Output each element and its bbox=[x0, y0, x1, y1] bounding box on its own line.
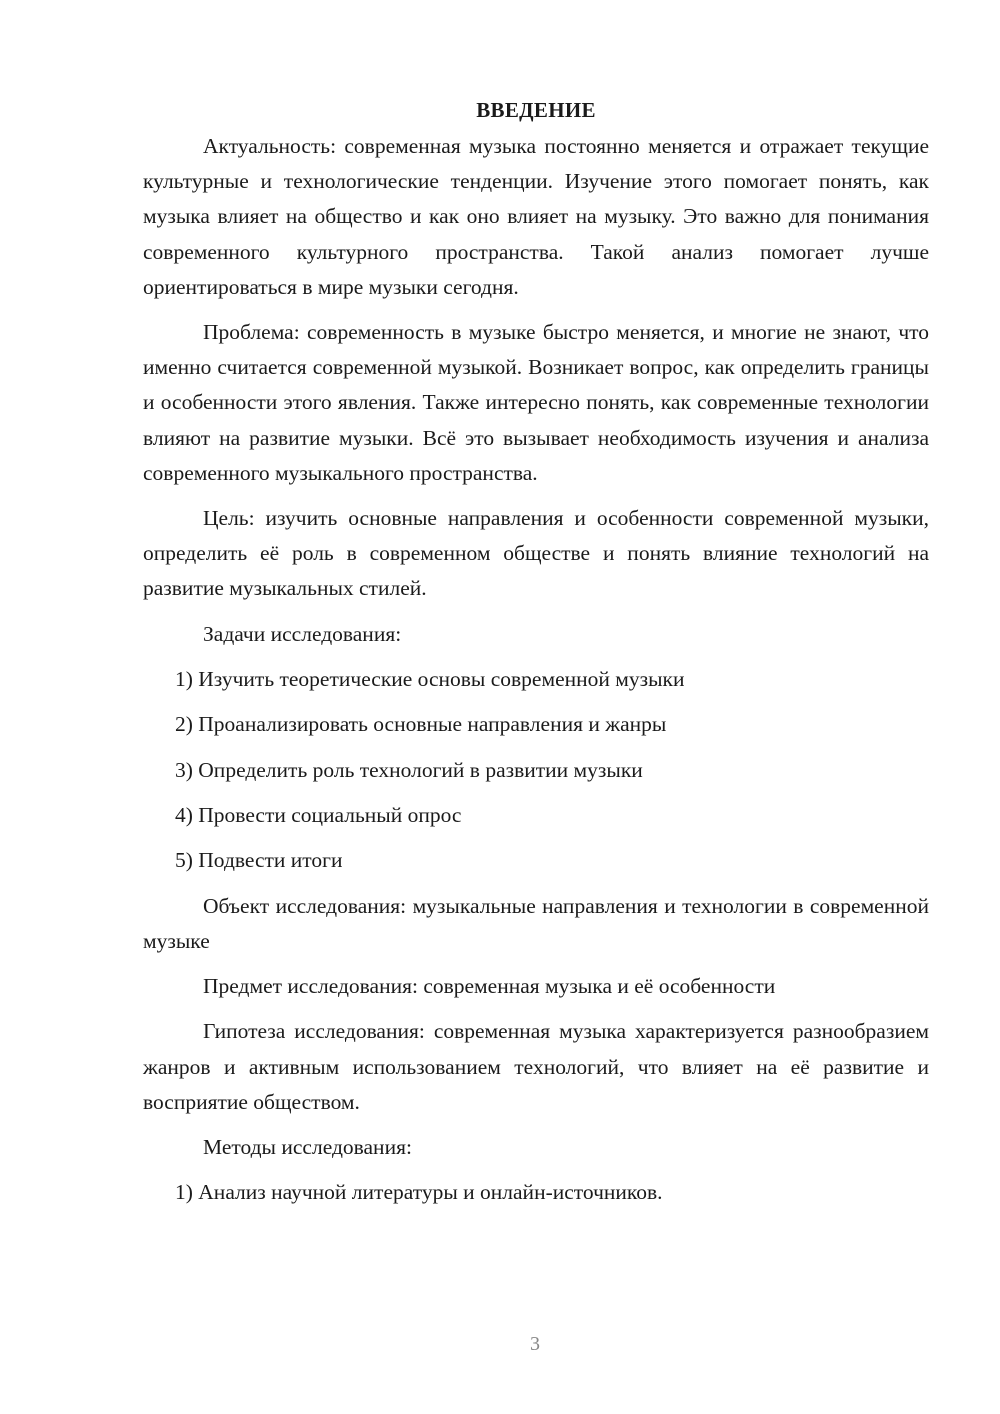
problem-paragraph: Проблема: современность в музыке быстро меняется, и многие не знают, что именно считается современной музыкой. Возникает вопрос, как определить границы и особенности этого явления. Также интересно понять, как современные технологии влияют на развитие музыки. Всё это вызывает необходимость изучения и анализа современного музыкального пространства. bbox=[143, 320, 929, 485]
object-paragraph: Объект исследования: музыкальные направления и технологии в современной музыке bbox=[143, 893, 929, 953]
subject-paragraph: Предмет исследования: современная музыка и её особенности bbox=[203, 974, 776, 999]
task-item: 5) Подвести итоги bbox=[175, 848, 343, 873]
task-item: 1) Изучить теоретические основы современной музыки bbox=[175, 666, 685, 691]
goal-paragraph: Цель: изучить основные направления и особенности современной музыки, определить её роль в современном обществе и понять влияние технологий на развитие музыкальных стилей. bbox=[143, 506, 929, 601]
task-item: 4) Провести социальный опрос bbox=[175, 803, 462, 828]
tasks-heading: Задачи исследования: bbox=[203, 621, 402, 646]
relevance-paragraph: Актуальность: современная музыка постоянно меняется и отражает текущие культурные и технологические тенденции. Изучение этого помогает понять, как музыка влияет на общество и как оно влияет на музыку. Это важно для понимания современного культурного пространства. Такой анализ помогает лучше ориентироваться в мире музыки сегодня. bbox=[143, 134, 929, 299]
task-item: 3) Определить роль технологий в развитии музыки bbox=[175, 757, 643, 782]
method-item: 1) Анализ научной литературы и онлайн-источников. bbox=[175, 1180, 663, 1205]
hypothesis-paragraph: Гипотеза исследования: современная музыка характеризуется разнообразием жанров и активным использованием технологий, что влияет на её развитие и восприятие обществом. bbox=[143, 1019, 929, 1114]
methods-heading: Методы исследования: bbox=[203, 1135, 412, 1160]
section-title: ВВЕДЕНИЕ bbox=[476, 98, 596, 122]
task-item: 2) Проанализировать основные направления и жанры bbox=[175, 712, 667, 737]
page-content bbox=[143, 93, 929, 1221]
page-number: 3 bbox=[530, 1333, 540, 1355]
